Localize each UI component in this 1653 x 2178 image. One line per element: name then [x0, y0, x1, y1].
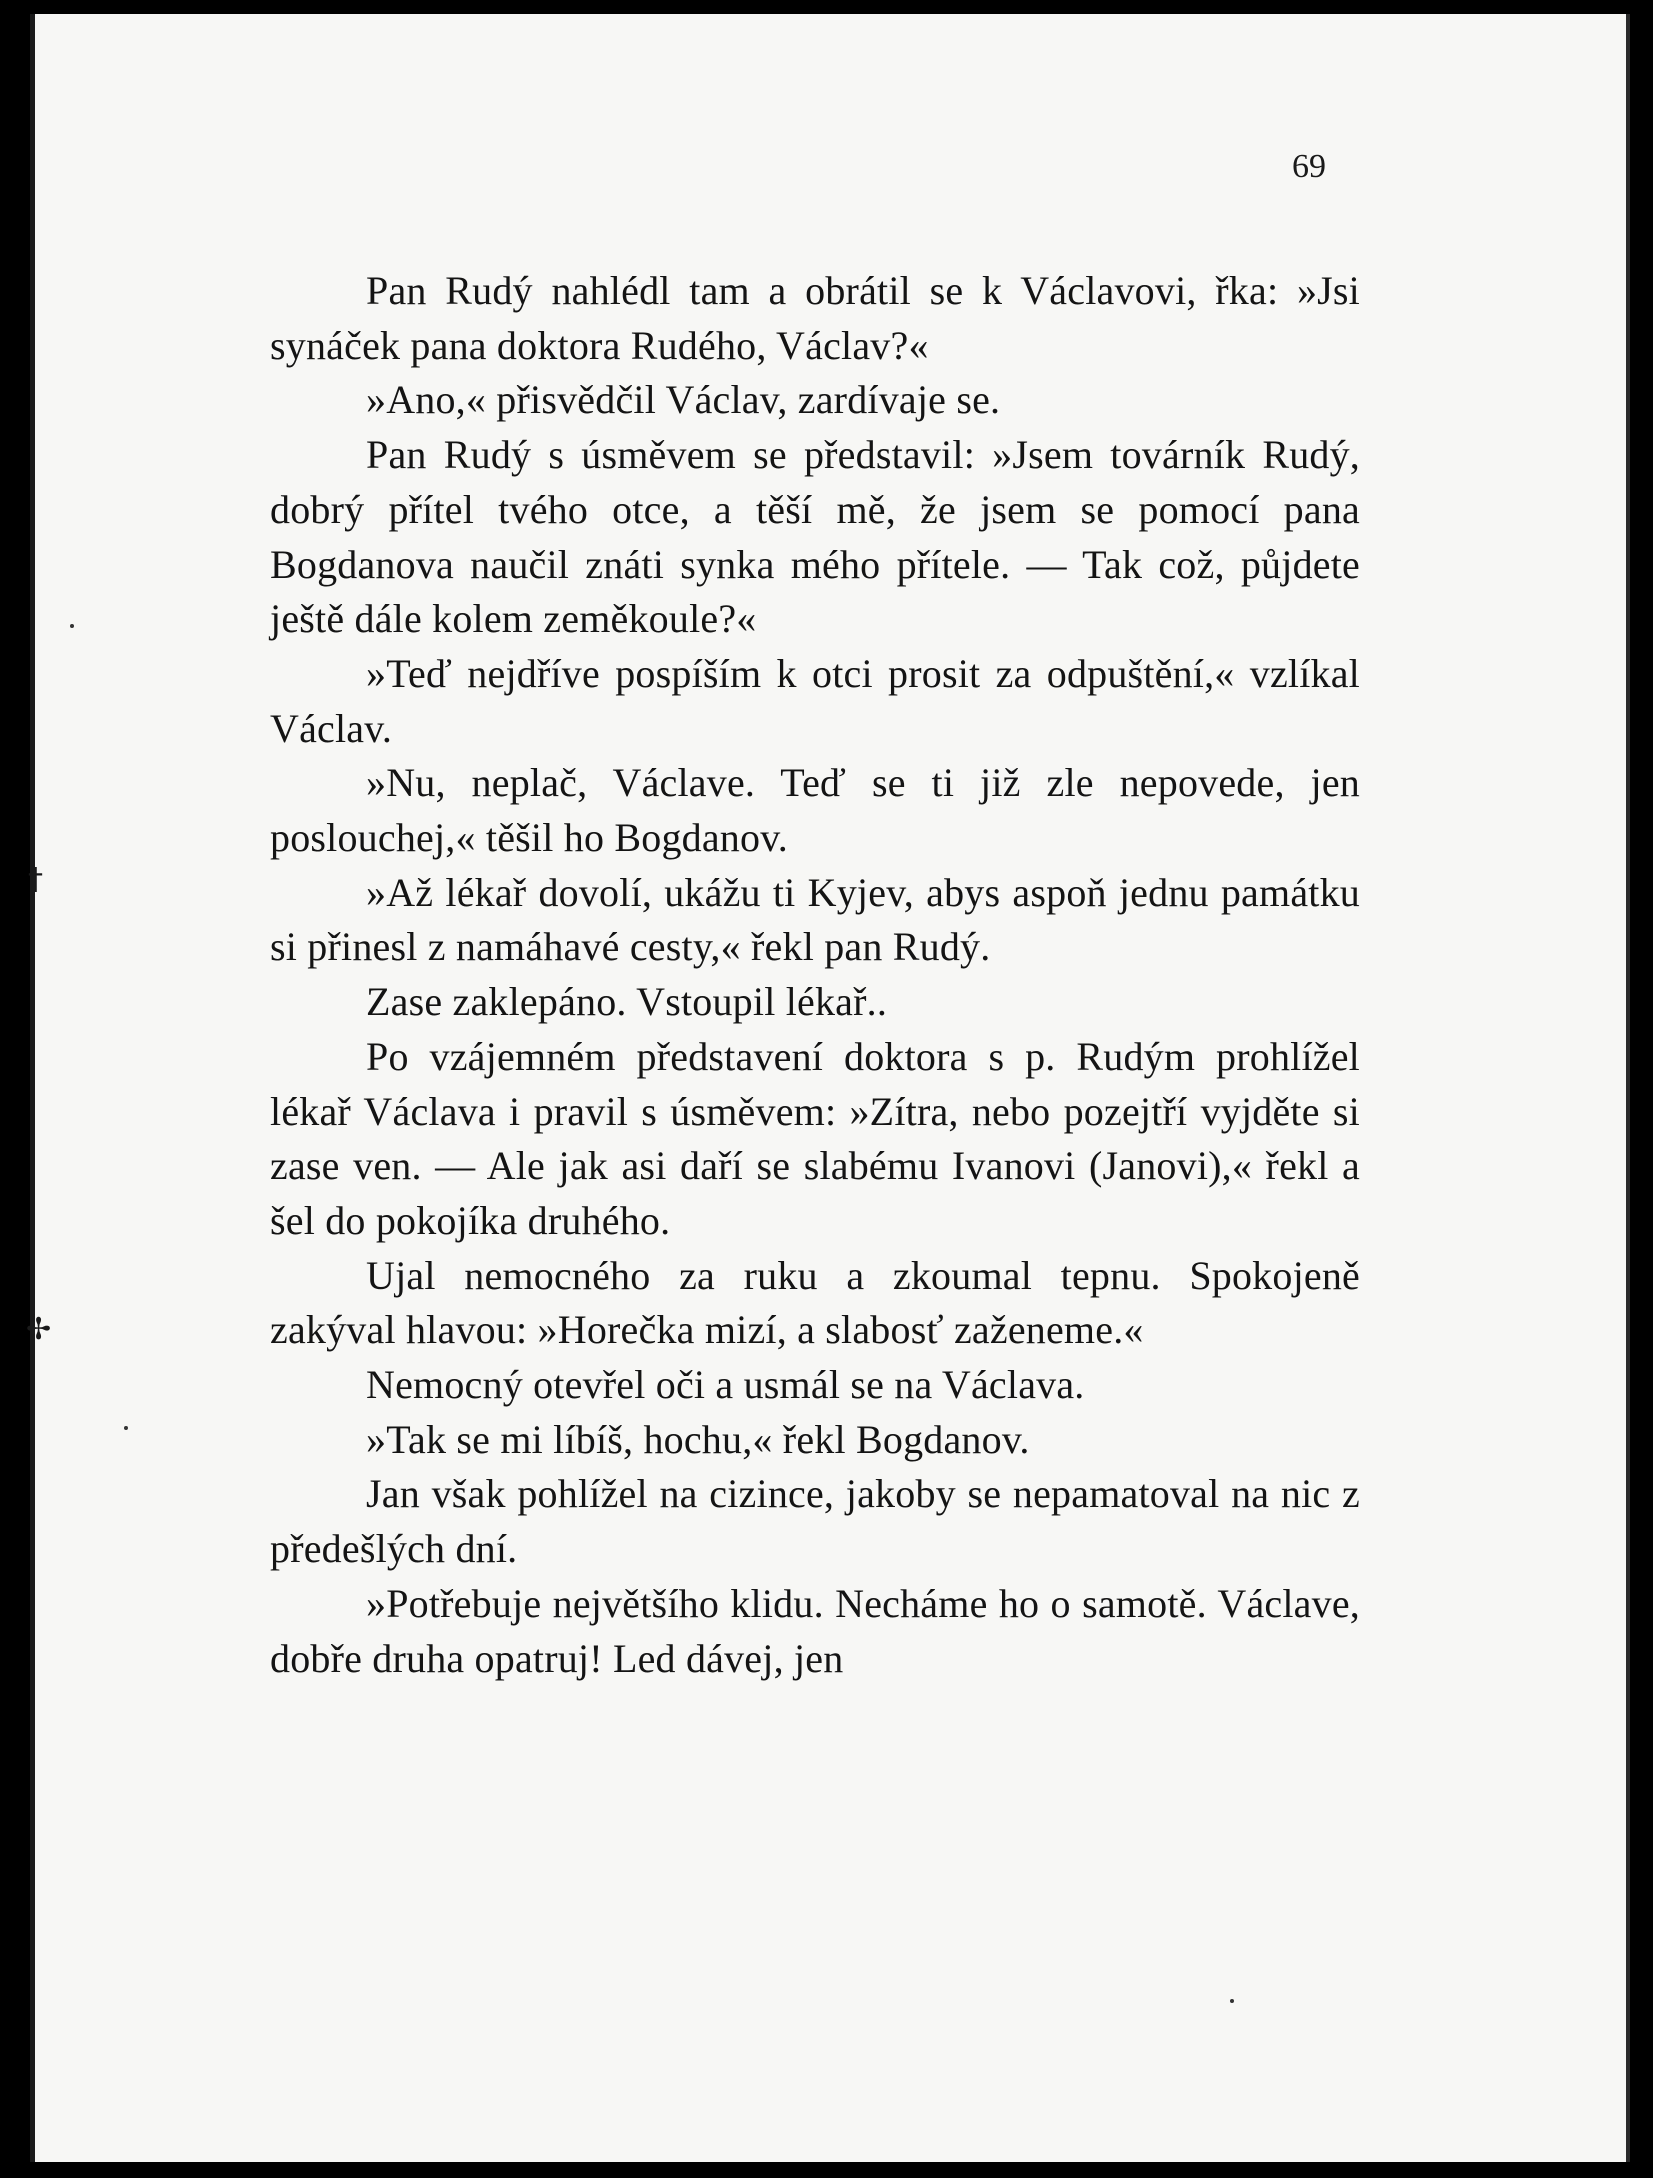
speck	[1230, 1999, 1234, 2003]
paragraph: »Až lékař dovolí, ukážu ti Kyjev, abys aspoň jednu památku si přinesl z namáhavé cesty,« řekl pan Rudý.	[270, 869, 1360, 970]
margin-mark-dagger-icon: †	[28, 862, 43, 897]
paragraph: Nemocný otevřel oči a usmál se na Václava.	[366, 1362, 1085, 1408]
paragraph: Jan však pohlížel na cizince, jakoby se nepamatoval na nic z předešlých dní.	[270, 1471, 1360, 1572]
paragraph: Pan Rudý nahlédl tam a obrátil se k Václavovi, řka: »Jsi synáček pana doktora Rudého, Václav?«	[270, 268, 1360, 368]
speck	[124, 1426, 128, 1430]
paragraph: Ujal nemocného za ruku a zkoumal tepnu. Spokojeně zakýval hlavou: »Horečka mizí, a slabosť zaženeme.«	[270, 1252, 1360, 1353]
paragraph: Zase zaklepáno. Vstoupil lékař..	[366, 979, 888, 1025]
right-page-edge	[1626, 14, 1630, 2162]
paragraph: »Ano,« přisvědčil Václav, zardívaje se.	[366, 377, 1001, 423]
paragraph: »Nu, neplač, Václave. Teď se ti již zle nepovede, jen poslouchej,« těšil ho Bogdanov.	[270, 760, 1360, 861]
book-page	[26, 14, 1630, 2162]
paragraph: »Potřebuje největšího klidu. Necháme ho o samotě. Václave, dobře druha opatruj! Led dávej, jen	[270, 1580, 1360, 1681]
body-text	[270, 264, 1360, 1686]
page-number: 69	[1292, 148, 1326, 185]
paragraph: Pan Rudý s úsměvem se představil: »Jsem továrník Rudý, dobrý přítel tvého otce, a těší mě, že jsem se pomocí pana Bogdanova naučil znáti synka mého přítele. — Tak což, půjdete ještě dále kolem zeměkoule?«	[270, 432, 1360, 642]
left-binding-edge	[30, 14, 35, 2162]
paragraph: »Tak se mi líbíš, hochu,« řekl Bogdanov.	[366, 1416, 1030, 1462]
margin-mark-ornament-icon: ✢	[26, 1312, 52, 1347]
speck	[70, 624, 74, 628]
paragraph: Po vzájemném představení doktora s p. Rudým prohlížel lékař Václava i pravil s úsměvem: »Zítra, nebo pozejtří vyjděte si zase ven. — Ale jak asi daří se slabému Ivanovi (Janovi),« řekl a šel do pokojíka druhého.	[270, 1033, 1360, 1243]
paragraph: »Teď nejdříve pospíším k otci prosit za odpuštění,« vzlíkal Václav.	[270, 650, 1360, 751]
